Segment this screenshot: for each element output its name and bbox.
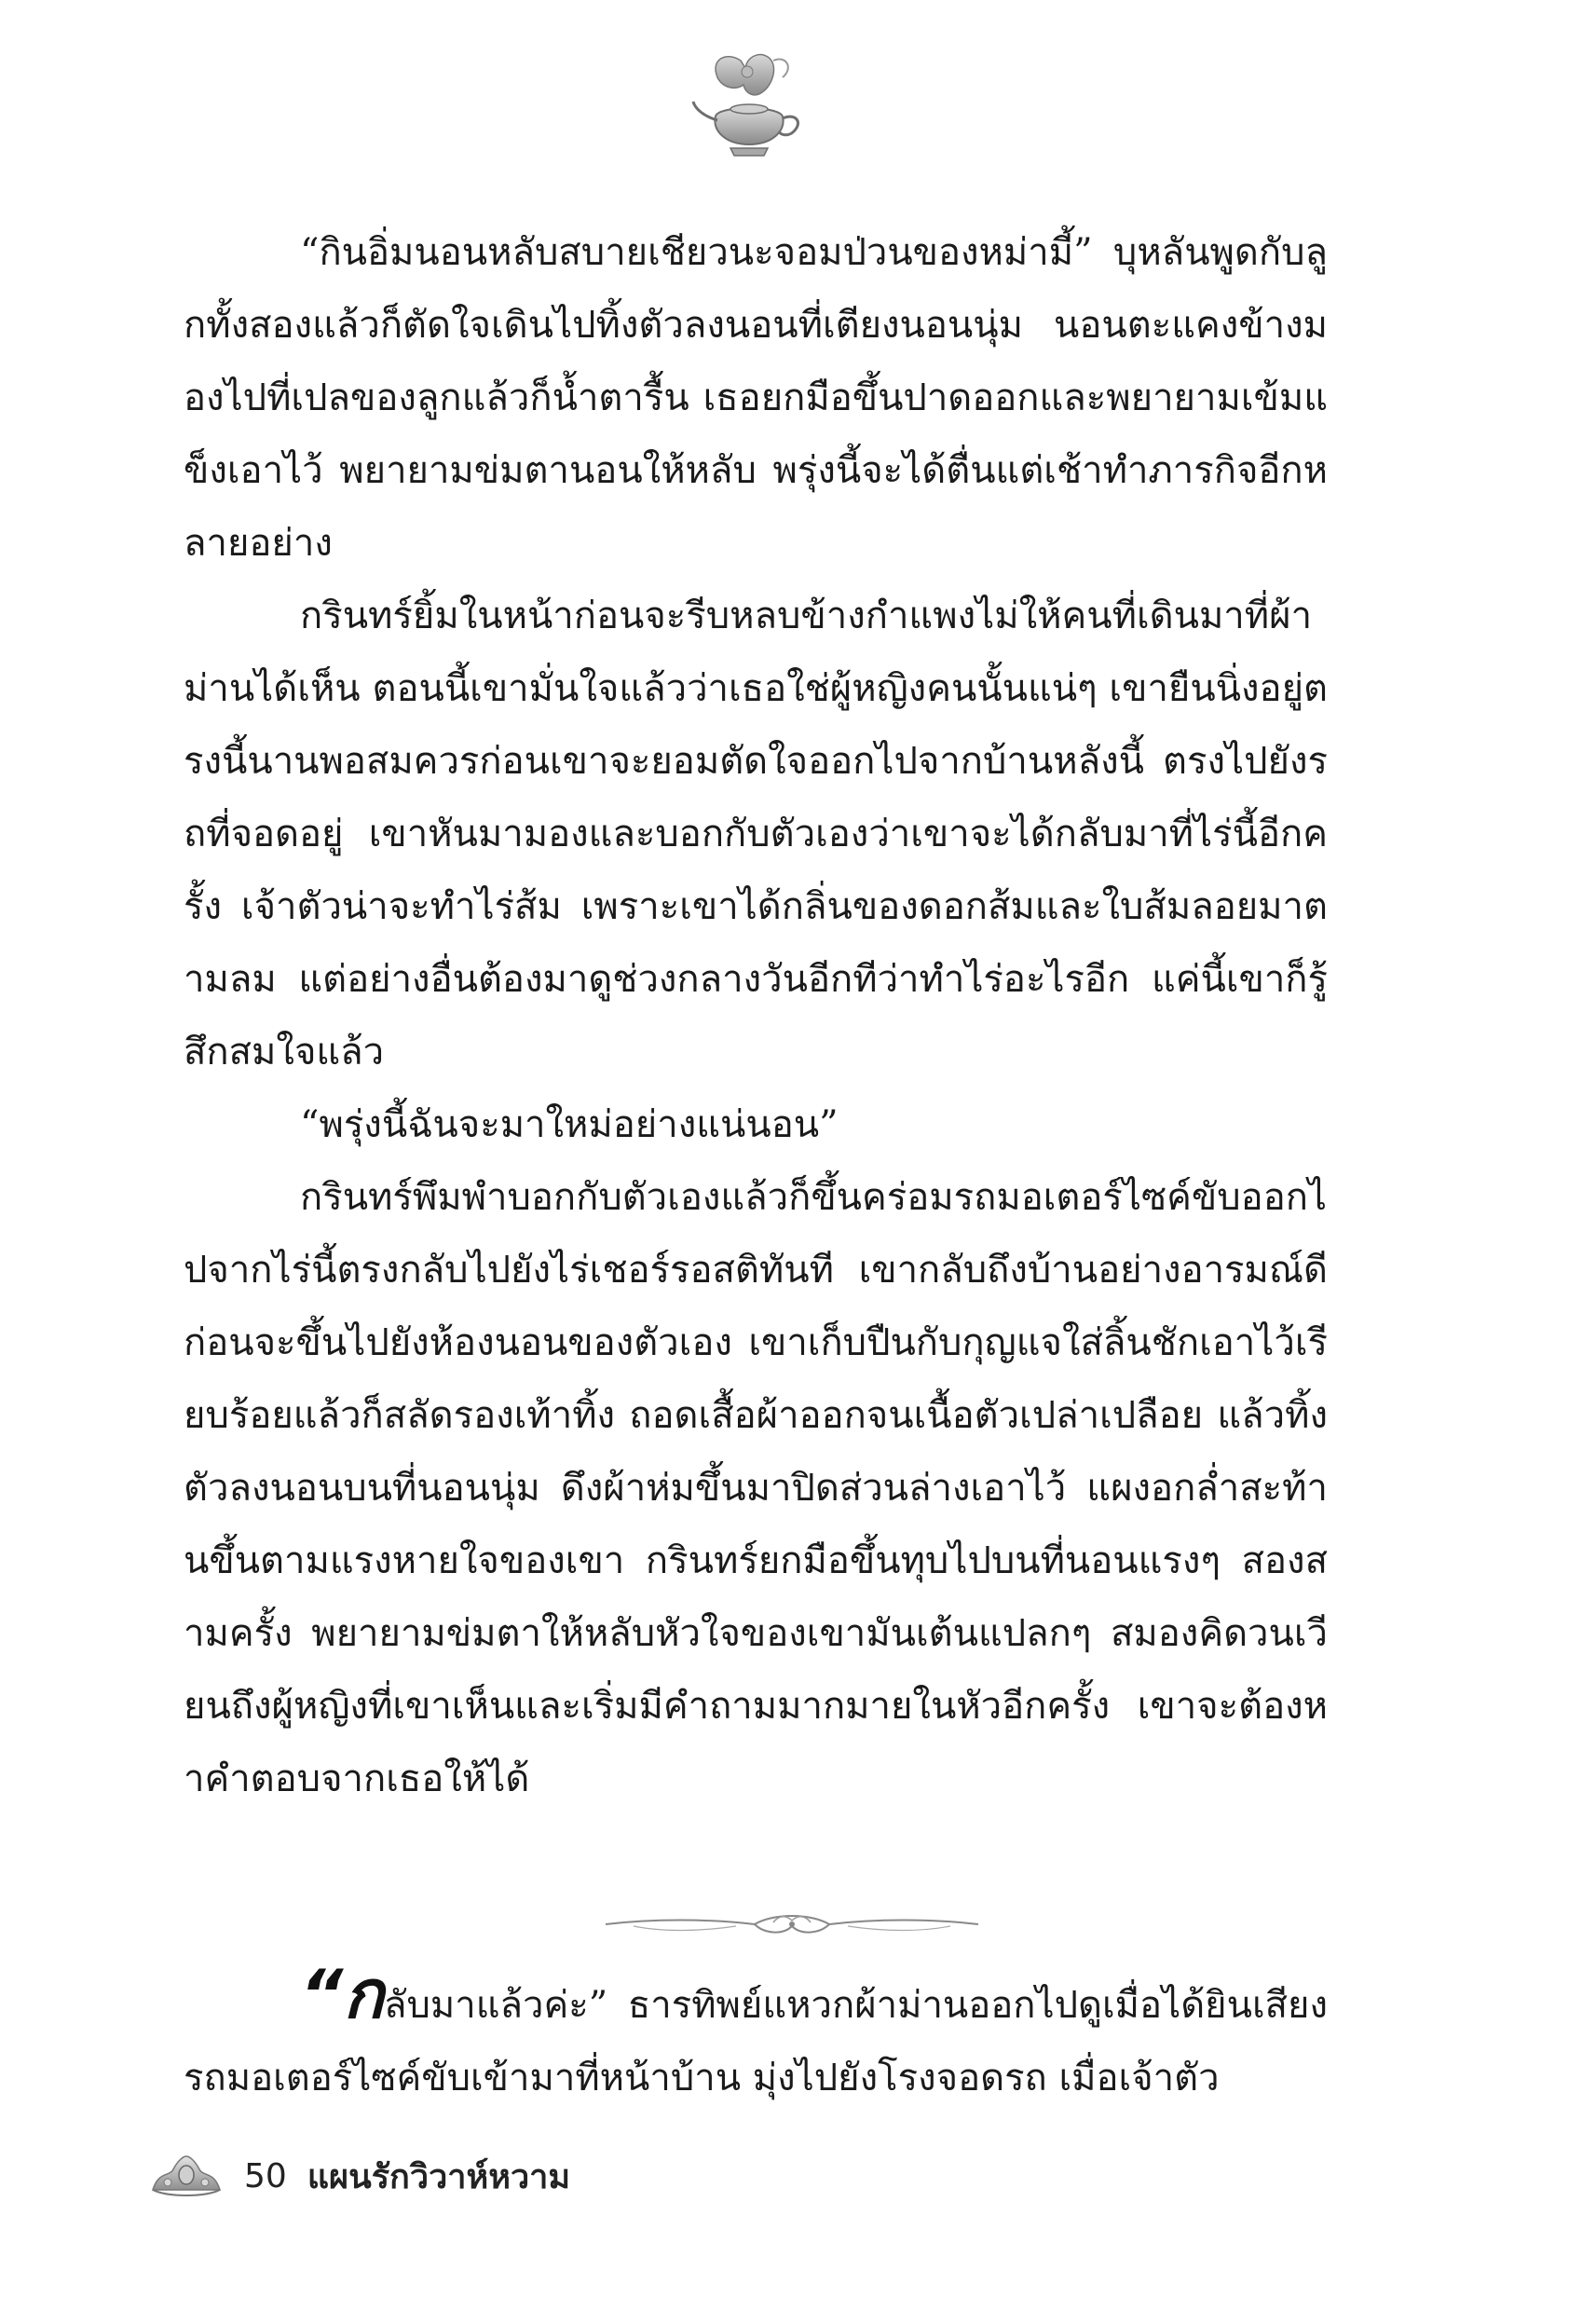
body-text: [184, 216, 1328, 1815]
paragraph-1: “กินอิ่มนอนหลับสบายเชียวนะจอมป่วนของหม่ามี้” บุหลันพูดกับลูกทั้งสองแล้วก็ตัดใจเดินไปทิ้งตัวลงนอนที่เตียงนอนนุ่ม นอนตะแคงข้างมองไปที่เปลของลูกแล้วก็น้ำตารื้น เธอยกมือขึ้นปาดออกและพยายามเข้มแข็งเอาไว้ พยายามข่มตานอนให้หลับ พรุ่งนี้จะได้ตื่นแต่เช้าทำภารกิจอีกหลายอย่าง: [184, 231, 1328, 565]
chapter-opening-text: ลับมาแล้วค่ะ” ธารทิพย์แหวกผ้าม่านออกไปดูเมื่อได้ยินเสียงรถมอเตอร์ไซค์ขับเข้ามาที่หน้าบ้าน มุ่งไปยังโรงจอดรถ เมื่อเจ้าตัว: [184, 1984, 1328, 2099]
chapter-opening-paragraph: [184, 1955, 1328, 2114]
paragraph-3-dialogue: “พรุ่งนี้ฉันจะมาใหม่อย่างแน่นอน”: [300, 1103, 839, 1146]
tiara-icon: [149, 2153, 224, 2199]
paragraph-2: กรินทร์ยิ้มในหน้าก่อนจะรีบหลบข้างกำแพงไม่ให้คนที่เดินมาที่ผ้าม่านได้เห็น ตอนนี้เขามั่นใจแล้วว่าเธอใช่ผู้หญิงคนนั้นแน่ๆ เขายืนนิ่งอยู่ตรงนี้นานพอสมควรก่อนเขาจะยอมตัดใจออกไปจากบ้านหลังนี้ ตรงไปยังรถที่จอดอยู่ เขาหันมามองและบอกกับตัวเองว่าเขาจะได้กลับมาที่ไร่นี้อีกครั้ง เจ้าตัวน่าจะทำไร่ส้ม เพราะเขาได้กลิ่นของดอกส้มและใบส้มลอยมาตามลม แต่อย่างอื่นต้องมาดูช่วงกลางวันอีกทีว่าทำไร่อะไรอีก แค่นี้เขาก็รู้สึกสมใจแล้ว: [184, 595, 1328, 1073]
book-title: แผนรักวิวาห์หวาม: [307, 2157, 571, 2196]
page-number: 50: [244, 2156, 287, 2195]
page-footer: [149, 2148, 570, 2204]
scroll-divider-icon: [596, 1906, 988, 1943]
paragraph-4: กรินทร์พึมพำบอกกับตัวเองแล้วก็ขึ้นคร่อมรถมอเตอร์ไซค์ขับออกไปจากไร่นี้ตรงกลับไปยังไร่เชอร์รอสติทันที เขากลับถึงบ้านอย่างอารมณ์ดี ก่อนจะขึ้นไปยังห้องนอนของตัวเอง เขาเก็บปืนกับกุญแจใส่ลิ้นชักเอาไว้เรียบร้อยแล้วก็สลัดรองเท้าทิ้ง ถอดเสื้อผ้าออกจนเนื้อตัวเปล่าเปลือย แล้วทิ้งตัวลงนอนบนที่นอนนุ่ม ดึงผ้าห่มขึ้นมาปิดส่วนล่างเอาไว้ แผงอกล่ำสะท้านขึ้นตามแรงหายใจของเขา กรินทร์ยกมือขึ้นทุบไปบนที่นอนแรงๆ สองสามครั้ง พยายามข่มตาให้หลับหัวใจของเขามันเต้นแปลกๆ สมองคิดวนเวียนถึงผู้หญิงที่เขาเห็นและเริ่มมีคำถามมากมายในหัวอีกครั้ง เขาจะต้องหาคำตอบจากเธอให้ได้: [184, 1176, 1328, 1800]
cupid-teapot-ornament-icon: [689, 51, 811, 163]
dropcap-letter: “ก: [300, 1955, 384, 2033]
chapter-opening: [184, 1955, 1328, 2114]
